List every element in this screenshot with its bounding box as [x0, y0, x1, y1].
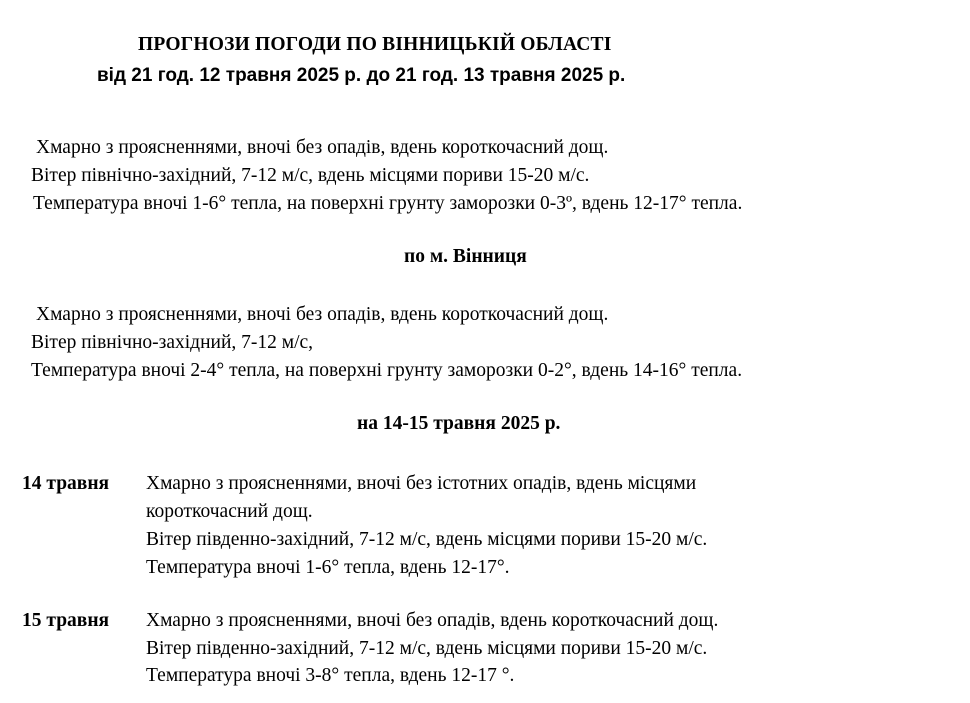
- day-14-sky-conditions: Хмарно з проясненнями, вночі без істотних опадів, вдень місцями: [146, 473, 697, 494]
- document-title: ПРОГНОЗИ ПОГОДИ ПО ВІННИЦЬКІЙ ОБЛАСТІ: [138, 34, 612, 55]
- city-temperature: Температура вночі 2-4° тепла, на поверхні грунту заморозки 0-2°, вдень 14-16° тепла.: [31, 360, 743, 381]
- forecast-period: від 21 год. 12 травня 2025 р. до 21 год. 13 травня 2025 р.: [97, 65, 626, 86]
- day-14-sky-conditions-cont: короткочасний дощ.: [146, 501, 313, 522]
- region-sky-conditions: Хмарно з проясненнями, вночі без опадів, вдень короткочасний дощ.: [36, 137, 609, 158]
- day-14-temperature: Температура вночі 1-6° тепла, вдень 12-17°.: [146, 557, 510, 578]
- city-sky-conditions: Хмарно з проясненнями, вночі без опадів, вдень короткочасний дощ.: [36, 304, 609, 325]
- day-15-label: 15 травня: [22, 610, 110, 631]
- day-14-wind: Вітер південно-західний, 7-12 м/с, вдень місцями пориви 15-20 м/с.: [146, 529, 708, 550]
- outlook-heading: на 14-15 травня 2025 р.: [357, 413, 561, 434]
- day-15-sky-conditions: Хмарно з проясненнями, вночі без опадів, вдень короткочасний дощ.: [146, 610, 719, 631]
- day-14-label: 14 травня: [22, 473, 110, 494]
- city-wind: Вітер північно-західний, 7-12 м/с,: [31, 332, 314, 353]
- region-temperature: Температура вночі 1-6° тепла, на поверхні грунту заморозки 0-3º, вдень 12-17° тепла.: [33, 193, 743, 214]
- region-wind: Вітер північно-західний, 7-12 м/с, вдень місцями пориви 15-20 м/с.: [31, 165, 590, 186]
- city-heading: по м. Вінниця: [404, 246, 527, 267]
- day-15-temperature: Температура вночі 3-8° тепла, вдень 12-17 °.: [146, 665, 515, 686]
- day-15-wind: Вітер південно-західний, 7-12 м/с, вдень місцями пориви 15-20 м/с.: [146, 638, 708, 659]
